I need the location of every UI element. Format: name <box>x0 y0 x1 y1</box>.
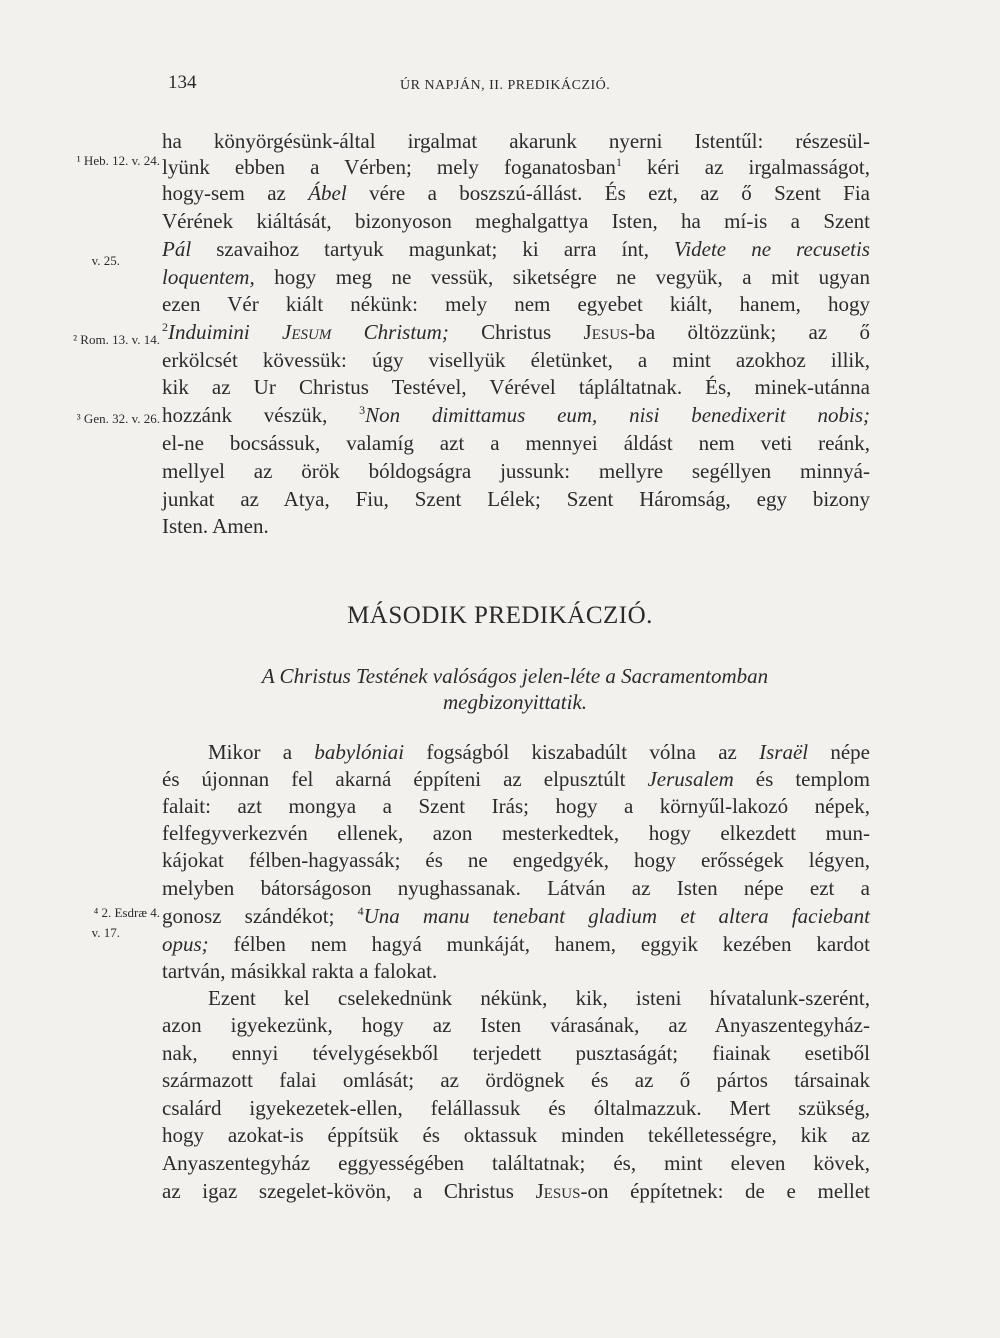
margin-note: v. 25. <box>91 253 120 268</box>
footnote-ref: 4 <box>357 904 364 918</box>
text-line: Pál szavaihoz tartyuk magunkat; ki arra ínt, Videte ne recusetis <box>162 237 870 261</box>
text-line: Anyaszentegyház eggyességében találtatnak; és, mint eleven kövek, <box>162 1151 870 1175</box>
margin-note: v. 17. <box>91 925 120 940</box>
text-line: opus; félben nem hagyá munkáját, hanem, eggyik kezében kardot <box>162 932 870 956</box>
margin-note: ³ Gen. 32. v. 26. <box>76 411 160 426</box>
text-line: Ezent kel cselekednünk nékünk, kik, isteni hívatalunk-szerént, <box>208 986 870 1010</box>
text-line: mellyel az örök bóldogságra jussunk: mellyre segéllyen minnyá- <box>162 459 870 483</box>
footnote-ref: 2 <box>162 320 168 334</box>
chapter-title: MÁSODIK PREDIKÁCZIÓ. <box>347 602 653 629</box>
text-line: falait: azt mongya a Szent Irás; hogy a környűl-lakozó népek, <box>162 794 870 818</box>
footnote-ref: 1 <box>615 155 622 169</box>
text-line: tartván, másikkal rakta a falokat. <box>162 959 438 983</box>
margin-note: ¹ Heb. 12. v. 24. <box>76 153 160 168</box>
text-line: junkat az Atya, Fiu, Szent Lélek; Szent Háromság, egy bizony <box>162 487 870 511</box>
text-line: nak, ennyi tévelygésekből terjedett pusztaságát; fiainak esetiből <box>162 1041 870 1065</box>
text-line: melyben bátorságoson nyughassanak. Látván az Isten népe ezt a <box>162 876 870 900</box>
text-line: ha könyörgésünk-által irgalmat akarunk nyerni Istentűl: részesül- <box>162 129 870 153</box>
text-line: hogy azokat-is éppítsük és oktassuk minden tekélletességre, kik az <box>162 1123 870 1147</box>
text-line: erkölcsét kövessük: úgy visellyük életünket, a mint azokhoz illik, <box>162 348 870 372</box>
text-line: el-ne bocsássuk, valamíg azt a mennyei áldást nem veti reánk, <box>162 431 870 455</box>
text-line: hozzánk vészük, $^3$Non dimittamus eum, nisi benedixerit nobis; <box>162 403 870 427</box>
text-line: Mikor a babylóniai fogságból kiszabadúlt vólna az Israël népe <box>208 740 870 764</box>
text-line: ezen Vér kiált nékünk: mely nem egyebet kiált, hanem, hogy <box>162 292 870 316</box>
text-line: kájokat félben-hagyassák; és ne engedgyék, hogy erősségek légyen, <box>162 848 870 872</box>
text-line: kik az Ur Christus Testével, Vérével tápláltatnak. És, minek-utánna <box>162 375 870 399</box>
text-line: $^2$Induimini Jesum Christum; Christus Jesus-ba öltözzünk; az ő <box>162 320 870 344</box>
text-line: csalárd igyekezetek-ellen, felállassuk és óltalmazzuk. Mert szükség, <box>162 1096 870 1120</box>
text-line: lyünk ebben a Vérben; mely foganatosban$^1$ kéri az irgalmasságot, <box>162 155 870 179</box>
text-line: loquentem, hogy meg ne vessük, siketségre ne vegyük, a mit ugyan <box>162 265 870 289</box>
text-line: Isten. Amen. <box>162 514 269 538</box>
text-line: Vérének kiáltását, bizonyoson meghalgattya Isten, ha mí-is a Szent <box>162 209 870 233</box>
margin-note: ² Rom. 13. v. 14. <box>73 332 160 347</box>
text-line: és újonnan fel akarná éppíteni az elpusztúlt Jerusalem és templom <box>162 767 870 791</box>
text-line: származott falai omlását; az ördögnek és az ő pártos társainak <box>162 1068 870 1092</box>
margin-note: ⁴ 2. Esdræ 4. <box>93 905 160 920</box>
text-line: az igaz szegelet-kövön, a Christus Jesus-on éppítetnek: de e mellet <box>162 1179 870 1203</box>
text-line: felfegyverkezvén ellenek, azon mesterkedtek, hogy elkezdett mun- <box>162 821 870 845</box>
text-line: gonosz szándékot; $^4$Una manu tenebant gladium et altera faciebant <box>162 904 870 928</box>
page-number: 134 <box>168 72 197 93</box>
text-line: azon igyekezünk, hogy az Isten várasának, az Anyaszentegyház- <box>162 1013 870 1037</box>
text-line: hogy-sem az Ábel vére a boszszú-állást. És ezt, az ő Szent Fia <box>162 181 870 205</box>
running-head: ÚR NAPJÁN, II. PREDIKÁCZIÓ. <box>400 78 611 93</box>
footnote-ref: 3 <box>359 403 366 417</box>
chapter-subtitle: A Christus Testének valóságos jelen-léte a Sacramentomban <box>261 664 769 688</box>
chapter-subtitle: megbizonyittatik. <box>442 690 588 714</box>
